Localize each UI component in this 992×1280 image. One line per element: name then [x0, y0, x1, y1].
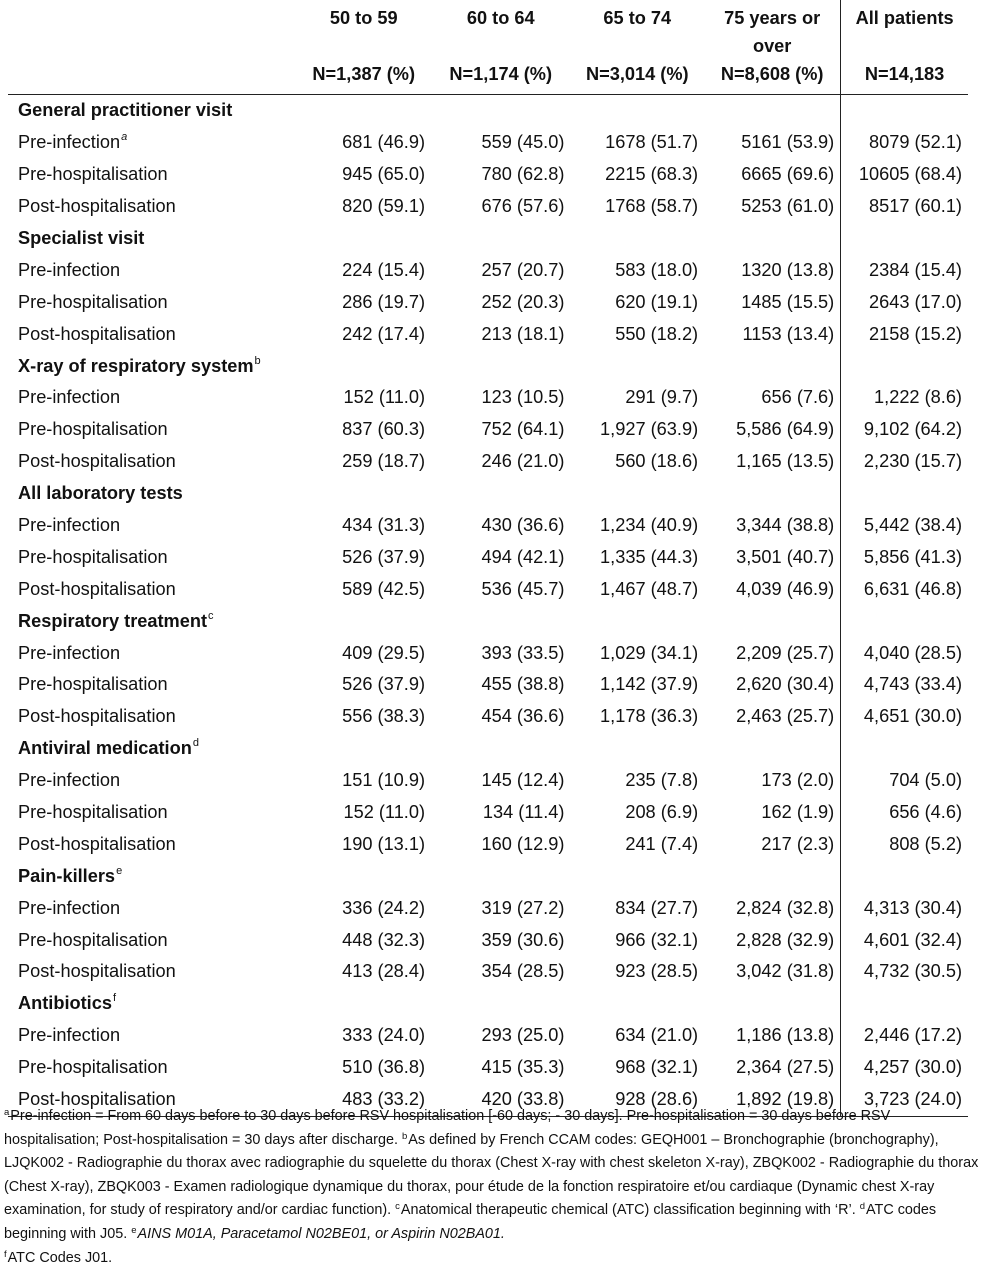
empty-cell	[296, 605, 431, 637]
row-label	[8, 286, 296, 318]
value-cell: 454 (36.6)	[481, 706, 565, 727]
table-row	[8, 541, 968, 573]
empty-cell	[704, 223, 841, 255]
table-body	[8, 95, 968, 1117]
row-label	[8, 573, 296, 605]
footnote-text: ATC codes beginning with J05.	[4, 1202, 937, 1242]
value-cell: 152 (11.0)	[343, 802, 426, 823]
column-n-60-64: N=1,174 (%)	[449, 64, 553, 84]
value-cell: 923 (28.5)	[615, 961, 699, 982]
value-cell: 808 (5.2)	[841, 828, 968, 860]
empty-cell	[296, 478, 431, 510]
value-cell: 2,209 (25.7)	[736, 642, 835, 663]
row-label-text: Pre-infection	[18, 515, 121, 536]
row-label	[8, 924, 296, 956]
section-title-text: Respiratory treatment	[18, 610, 208, 631]
footnote-marker: a	[121, 131, 128, 144]
row-label-text: Pre-infection	[18, 770, 121, 791]
row-label	[8, 1020, 296, 1052]
section-title	[8, 605, 296, 637]
table-row	[8, 637, 968, 669]
value-cell: 359 (30.6)	[481, 929, 565, 950]
empty-cell	[704, 95, 841, 127]
value-cell: 704 (5.0)	[841, 765, 968, 797]
empty-cell	[570, 605, 704, 637]
section-title	[8, 95, 296, 127]
section-row	[8, 733, 968, 765]
value-cell: 151 (10.9)	[342, 770, 426, 791]
footnote-text: As defined by French CCAM codes: GEQH001 – Bronchographie (bronchography), LJQK002 - Radiographie du thorax avec radiographie du squelette du thorax (Chest X-ray with chest skeleton X-ray), ZBQK002 - Radiographie du thorax (Chest X-ray), ZBQK003 - Examen radiologique dynamique du thorax, pour étude de la fonction respiratoire et/ou cardiaque (Dynamic chest X-ray examination, for study of respiratory and/or cardiac function).	[4, 1131, 979, 1219]
section-title-text: Antiviral medication	[18, 738, 192, 759]
footnote-text: Anatomical therapeutic chemical (ATC) classification beginning with ‘R’.	[400, 1202, 860, 1219]
row-label-text: Pre-hospitalisation	[18, 546, 168, 567]
value-cell: 550 (18.2)	[615, 323, 699, 344]
row-label-text: Post-hospitalisation	[18, 833, 176, 854]
empty-cell	[431, 988, 570, 1020]
value-cell: 3,501 (40.7)	[736, 546, 835, 567]
table-row	[8, 669, 968, 701]
row-label	[8, 254, 296, 286]
value-cell: 246 (21.0)	[481, 451, 565, 472]
column-header-65-74: 65 to 74	[603, 8, 672, 28]
empty-cell	[296, 988, 431, 1020]
row-label	[8, 828, 296, 860]
column-n-50-59: N=1,387 (%)	[312, 64, 416, 84]
section-row	[8, 860, 968, 892]
value-cell: 2,620 (30.4)	[736, 674, 835, 695]
empty-cell	[704, 350, 841, 382]
value-cell: 4,743 (33.4)	[841, 669, 968, 701]
column-n-75-plus: N=8,608 (%)	[720, 64, 824, 84]
value-cell: 2158 (15.2)	[841, 318, 968, 350]
row-label-text: Pre-hospitalisation	[18, 929, 168, 950]
section-row	[8, 478, 968, 510]
section-title-text: Pain-killers	[18, 865, 116, 886]
empty-cell	[841, 95, 968, 127]
value-cell: 1,467 (48.7)	[600, 578, 699, 599]
value-cell: 1,178 (36.3)	[600, 706, 699, 727]
value-cell: 5,442 (38.4)	[841, 510, 968, 542]
row-label-text: Pre-hospitalisation	[18, 802, 168, 823]
empty-cell	[841, 223, 968, 255]
value-cell: 1,927 (63.9)	[600, 419, 699, 440]
value-cell: 434 (31.3)	[342, 515, 426, 536]
value-cell: 656 (4.6)	[841, 797, 968, 829]
section-row	[8, 988, 968, 1020]
value-cell: 4,039 (46.9)	[736, 578, 835, 599]
section-title-text: Specialist visit	[18, 228, 145, 248]
footnote-mark: c	[395, 1201, 400, 1213]
empty-cell	[431, 478, 570, 510]
value-cell: 4,732 (30.5)	[841, 956, 968, 988]
column-n-all-patients: N=14,183	[841, 64, 968, 95]
value-cell: 620 (19.1)	[615, 291, 699, 312]
row-label	[8, 669, 296, 701]
stub-header-n	[8, 64, 296, 95]
value-cell: 145 (12.4)	[481, 770, 565, 791]
section-title	[8, 733, 296, 765]
value-cell: 1,335 (44.3)	[600, 546, 699, 567]
row-label-text: Pre-hospitalisation	[18, 1057, 168, 1078]
empty-cell	[431, 95, 570, 127]
table-row	[8, 701, 968, 733]
table-header	[8, 0, 968, 95]
value-cell: 2384 (15.4)	[841, 254, 968, 286]
section-title-text: Antibiotics	[18, 993, 112, 1014]
empty-cell	[296, 733, 431, 765]
row-label	[8, 127, 296, 159]
row-label-text: Pre-infection	[18, 259, 121, 280]
value-cell: 2,364 (27.5)	[736, 1057, 835, 1078]
row-label	[8, 956, 296, 988]
empty-cell	[296, 223, 431, 255]
value-cell: 123 (10.5)	[481, 387, 565, 408]
section-title-text: General practitioner visit	[18, 100, 233, 121]
value-cell: 1768 (58.7)	[605, 196, 699, 217]
value-cell: 286 (19.7)	[342, 291, 426, 312]
section-row	[8, 350, 968, 382]
value-cell: 583 (18.0)	[615, 259, 699, 280]
value-cell: 134 (11.4)	[482, 802, 565, 823]
table-row	[8, 828, 968, 860]
value-cell: 224 (15.4)	[342, 259, 426, 280]
section-row	[8, 95, 968, 127]
row-label-text: Post-hospitalisation	[18, 1089, 176, 1110]
empty-cell	[296, 350, 431, 382]
column-header-75-plus-label: 75 years or over	[724, 8, 821, 56]
value-cell: 1153 (13.4)	[742, 323, 835, 344]
value-cell: 526 (37.9)	[342, 674, 426, 695]
row-label	[8, 541, 296, 573]
value-cell: 291 (9.7)	[625, 387, 699, 408]
empty-cell	[704, 478, 841, 510]
row-label	[8, 637, 296, 669]
value-cell: 559 (45.0)	[481, 132, 565, 153]
row-label	[8, 892, 296, 924]
empty-cell	[570, 95, 704, 127]
row-label-text: Pre-infection	[18, 132, 121, 153]
empty-cell	[704, 605, 841, 637]
table-row	[8, 286, 968, 318]
value-cell: 448 (32.3)	[342, 929, 426, 950]
row-label-text: Post-hospitalisation	[18, 451, 176, 472]
row-label	[8, 510, 296, 542]
value-cell: 413 (28.4)	[342, 961, 426, 982]
row-label-text: Pre-infection	[18, 897, 121, 918]
row-label-text: Post-hospitalisation	[18, 578, 176, 599]
empty-cell	[704, 988, 841, 1020]
row-label	[8, 701, 296, 733]
table-footnotes	[4, 1105, 989, 1270]
section-title-text: All laboratory tests	[18, 483, 183, 504]
value-cell: 1678 (51.7)	[605, 132, 699, 153]
footnote-text: ATC Codes J01.	[7, 1249, 113, 1266]
table-row	[8, 254, 968, 286]
value-cell: 333 (24.0)	[342, 1025, 426, 1046]
value-cell: 1485 (15.5)	[741, 291, 835, 312]
row-label	[8, 797, 296, 829]
value-cell: 160 (12.9)	[481, 833, 565, 854]
value-cell: 928 (28.6)	[615, 1089, 699, 1110]
value-cell: 173 (2.0)	[761, 770, 835, 791]
footnote-marker: f	[112, 992, 117, 1005]
empty-cell	[841, 478, 968, 510]
value-cell: 9,102 (64.2)	[841, 414, 968, 446]
value-cell: 1,892 (19.8)	[736, 1089, 835, 1110]
value-cell: 190 (13.1)	[342, 833, 426, 854]
value-cell: 2,446 (17.2)	[841, 1020, 968, 1052]
value-cell: 8517 (60.1)	[841, 191, 968, 223]
value-cell: 6,631 (46.8)	[841, 573, 968, 605]
row-label	[8, 414, 296, 446]
row-label-text: Post-hospitalisation	[18, 961, 176, 982]
table-row	[8, 924, 968, 956]
empty-cell	[431, 605, 570, 637]
value-cell: 2,824 (32.8)	[736, 897, 835, 918]
value-cell: 235 (7.8)	[625, 770, 699, 791]
empty-cell	[841, 605, 968, 637]
row-label-text: Pre-infection	[18, 387, 121, 408]
section-title	[8, 860, 296, 892]
value-cell: 483 (33.2)	[342, 1089, 426, 1110]
value-cell: 2643 (17.0)	[841, 286, 968, 318]
section-title-text: X-ray of respiratory system	[18, 355, 254, 376]
section-row	[8, 223, 968, 255]
value-cell: 3,344 (38.8)	[736, 515, 835, 536]
row-label	[8, 191, 296, 223]
value-cell: 252 (20.3)	[481, 291, 565, 312]
empty-cell	[841, 988, 968, 1020]
value-cell: 162 (1.9)	[761, 802, 835, 823]
empty-cell	[296, 95, 431, 127]
value-cell: 676 (57.6)	[481, 196, 565, 217]
empty-cell	[570, 733, 704, 765]
empty-cell	[296, 860, 431, 892]
footnote-mark: d	[859, 1201, 866, 1213]
value-cell: 1,234 (40.9)	[600, 515, 699, 536]
value-cell: 2,828 (32.9)	[736, 929, 835, 950]
value-cell: 510 (36.8)	[342, 1057, 426, 1078]
row-label	[8, 382, 296, 414]
empty-cell	[570, 223, 704, 255]
value-cell: 4,651 (30.0)	[841, 701, 968, 733]
value-cell: 354 (28.5)	[481, 961, 565, 982]
empty-cell	[841, 350, 968, 382]
row-label	[8, 159, 296, 191]
value-cell: 4,601 (32.4)	[841, 924, 968, 956]
table-row	[8, 797, 968, 829]
value-cell: 556 (38.3)	[342, 706, 426, 727]
value-cell: 526 (37.9)	[342, 546, 426, 567]
table-row	[8, 956, 968, 988]
value-cell: 945 (65.0)	[342, 164, 426, 185]
value-cell: 752 (64.1)	[481, 419, 565, 440]
column-header-60-64: 60 to 64	[466, 8, 535, 28]
value-cell: 820 (59.1)	[342, 196, 426, 217]
footnote-marker: d	[192, 737, 199, 750]
table-row	[8, 318, 968, 350]
table-row	[8, 1020, 968, 1052]
row-label-text: Post-hospitalisation	[18, 706, 176, 727]
footnote-text: Pre-infection = From 60 days before to 30 days before RSV hospitalisation [-60 days; - 30 days]. Pre-hospitalisation = 30 days before RSV hospitalisation; Post-hospitalisation = 30 days after discharge.	[4, 1108, 891, 1148]
section-row	[8, 605, 968, 637]
empty-cell	[431, 733, 570, 765]
value-cell: 656 (7.6)	[761, 387, 835, 408]
value-cell: 966 (32.1)	[615, 929, 699, 950]
row-label-text: Post-hospitalisation	[18, 323, 176, 344]
value-cell: 2,463 (25.7)	[736, 706, 835, 727]
value-cell: 455 (38.8)	[481, 674, 565, 695]
row-label-text: Pre-infection	[18, 1025, 121, 1046]
value-cell: 1320 (13.8)	[741, 259, 835, 280]
value-cell: 5,586 (64.9)	[736, 419, 835, 440]
value-cell: 634 (21.0)	[615, 1025, 699, 1046]
column-header-75-plus	[704, 0, 841, 64]
value-cell: 208 (6.9)	[625, 802, 699, 823]
value-cell: 420 (33.8)	[481, 1089, 565, 1110]
value-cell: 780 (62.8)	[481, 164, 565, 185]
value-cell: 10605 (68.4)	[841, 159, 968, 191]
row-label	[8, 765, 296, 797]
footnote-marker: c	[208, 609, 214, 622]
empty-cell	[841, 860, 968, 892]
value-cell: 242 (17.4)	[342, 323, 426, 344]
value-cell: 1,029 (34.1)	[600, 642, 699, 663]
column-n-65-74: N=3,014 (%)	[585, 64, 689, 84]
value-cell: 409 (29.5)	[342, 642, 426, 663]
table-row	[8, 765, 968, 797]
empty-cell	[570, 988, 704, 1020]
row-label-text: Pre-hospitalisation	[18, 674, 168, 695]
footnote-text: AINS M01A, Paracetamol N02BE01, or Aspirin N02BA01.	[137, 1225, 505, 1242]
row-label-text: Pre-infection	[18, 642, 121, 663]
table-row	[8, 191, 968, 223]
column-header-all-patients: All patients	[841, 0, 968, 64]
healthcare-use-table	[8, 0, 968, 1117]
value-cell: 4,313 (30.4)	[841, 892, 968, 924]
value-cell: 257 (20.7)	[481, 259, 565, 280]
value-cell: 336 (24.2)	[342, 897, 426, 918]
value-cell: 319 (27.2)	[481, 897, 565, 918]
value-cell: 3,042 (31.8)	[736, 961, 835, 982]
value-cell: 968 (32.1)	[615, 1057, 699, 1078]
value-cell: 241 (7.4)	[625, 833, 699, 854]
value-cell: 6665 (69.6)	[741, 164, 835, 185]
footnote-mark: f	[4, 1248, 7, 1260]
value-cell: 834 (27.7)	[615, 897, 699, 918]
empty-cell	[704, 733, 841, 765]
table-row	[8, 446, 968, 478]
empty-cell	[570, 478, 704, 510]
value-cell: 3,723 (24.0)	[841, 1084, 968, 1116]
footnote-marker: b	[254, 354, 261, 367]
value-cell: 8079 (52.1)	[841, 127, 968, 159]
footnote-mark: e	[131, 1224, 137, 1236]
value-cell: 589 (42.5)	[342, 578, 426, 599]
table-row	[8, 127, 968, 159]
footnote-mark: a	[4, 1107, 10, 1118]
value-cell: 5161 (53.9)	[741, 132, 835, 153]
empty-cell	[570, 350, 704, 382]
value-cell: 430 (36.6)	[481, 515, 565, 536]
value-cell: 560 (18.6)	[615, 451, 699, 472]
empty-cell	[431, 860, 570, 892]
row-label	[8, 318, 296, 350]
value-cell: 4,040 (28.5)	[841, 637, 968, 669]
value-cell: 152 (11.0)	[343, 387, 426, 408]
value-cell: 293 (25.0)	[481, 1025, 565, 1046]
value-cell: 2215 (68.3)	[605, 164, 699, 185]
value-cell: 5253 (61.0)	[741, 196, 835, 217]
table-row	[8, 414, 968, 446]
section-title	[8, 988, 296, 1020]
row-label-text: Pre-hospitalisation	[18, 291, 168, 312]
row-label	[8, 1052, 296, 1084]
empty-cell	[431, 223, 570, 255]
table-row	[8, 573, 968, 605]
value-cell: 1,165 (13.5)	[736, 451, 835, 472]
table-row	[8, 1052, 968, 1084]
row-label-text: Post-hospitalisation	[18, 196, 176, 217]
value-cell: 5,856 (41.3)	[841, 541, 968, 573]
footnote-mark: b	[401, 1130, 408, 1142]
empty-cell	[570, 860, 704, 892]
value-cell: 1,186 (13.8)	[736, 1025, 835, 1046]
column-header-50-59: 50 to 59	[329, 8, 398, 28]
value-cell: 4,257 (30.0)	[841, 1052, 968, 1084]
value-cell: 837 (60.3)	[342, 419, 426, 440]
row-label-text: Pre-hospitalisation	[18, 419, 168, 440]
value-cell: 2,230 (15.7)	[841, 446, 968, 478]
value-cell: 681 (46.9)	[342, 132, 426, 153]
table-row	[8, 892, 968, 924]
value-cell: 1,142 (37.9)	[600, 674, 699, 695]
value-cell: 536 (45.7)	[481, 578, 565, 599]
empty-cell	[841, 733, 968, 765]
value-cell: 494 (42.1)	[481, 546, 565, 567]
value-cell: 213 (18.1)	[481, 323, 565, 344]
row-label	[8, 446, 296, 478]
table-row	[8, 382, 968, 414]
value-cell: 393 (33.5)	[481, 642, 565, 663]
section-title	[8, 350, 296, 382]
value-cell: 259 (18.7)	[342, 451, 426, 472]
empty-cell	[704, 860, 841, 892]
empty-cell	[431, 350, 570, 382]
row-label-text: Pre-hospitalisation	[18, 164, 168, 185]
stub-header	[8, 0, 296, 64]
footnote-marker: e	[116, 864, 123, 877]
table-row	[8, 510, 968, 542]
value-cell: 415 (35.3)	[481, 1057, 565, 1078]
table-row	[8, 159, 968, 191]
section-title	[8, 478, 296, 510]
section-title	[8, 223, 296, 255]
value-cell: 1,222 (8.6)	[841, 382, 968, 414]
value-cell: 217 (2.3)	[761, 833, 835, 854]
